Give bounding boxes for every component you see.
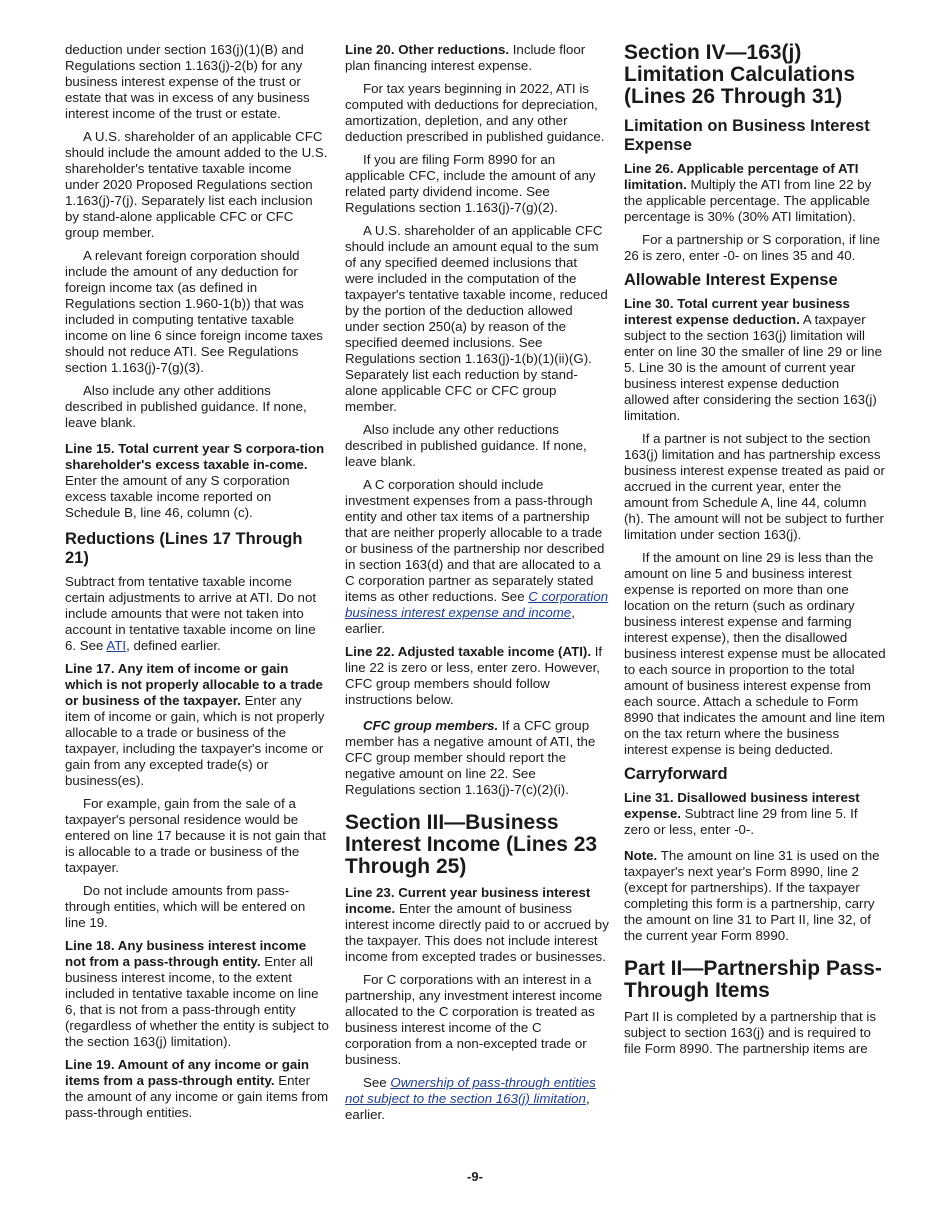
line-26-entry [624,161,886,225]
reductions-heading: Reductions (Lines 17 Through 21) [65,530,303,567]
line-31-text: Subtract line 29 from line 5. If zero or less, enter -0-. [624,806,858,837]
cfc-group-members-text: If a CFC group member has a negative amount of ATI, the CFC group member should report the negative amount on line 22. See Regulations section 1.163(j)-7(c)(2)(i). [345,718,596,797]
ati-link[interactable]: ATI [106,638,127,653]
line-15-text: Enter the amount of any S corporation excess taxable income reported on Schedule B, line 46, column (c). [65,473,290,520]
section-4-heading: Section IV—163(j) Limitation Calculations (Lines 26 Through 31) [624,41,856,108]
line-30-heading: Line 30. Total current year business interest expense deduction. [624,296,850,327]
line-22-heading: Line 22. Adjusted taxable income (ATI). [345,644,592,659]
line-26-heading: Line 26. Applicable percentage of ATI limitation. [624,161,859,192]
part-2-heading: Part II—Partnership Pass-Through Items [624,957,882,1002]
line-17-text: Enter any item of income or gain, which is not properly allocable to a trade or business of the taxpayer, including the taxpayer's income or gain from any excepted trade(s) or business(es). [65,693,325,788]
line-23-text: Enter the amount of business interest income directly paid to or accrued by the taxpayer. This does not include interest income from excepted trades or businesses. [345,901,609,964]
line-22-entry [345,644,609,708]
note-text: The amount on line 31 is used on the taxpayer's next year's Form 8990, line 2 (except for partnerships). If the taxpayer completing this form is a partnership, carry the amount on line 31 to Part II, line 32, of the current year Form 8990. [624,848,880,943]
paragraph: A relevant foreign corporation should include the amount of any deduction for foreign income tax (as defined in Regulations section 1.960-1(b)) that was included in computing tentative taxable income on line 6 since foreign income taxes should not reduce ATI. See Regulations section 1.163(j)-7(g)(3). [65,248,323,375]
paragraph-text: See [363,1075,391,1090]
part-2-text: Part II is completed by a partnership that is subject to section 163(j) and is required to file Form 8990. The partnership items are [624,1009,877,1056]
line-15-entry [65,441,329,521]
reductions-text-end: , defined earlier. [126,638,221,653]
line-31-heading: Line 31. Disallowed business interest expense. [624,790,860,821]
paragraph: If the amount on line 29 is less than the amount on line 5 and business interest expense is reported on more than one location on the return (such as ordinary business interest expense and farming interest expense), then the disallowed business interest expense must be allocated to each source in proportion to the total amount of business interest expense from each source. Attach a schedule to Form 8990 that indicates the amount and line item on the tax return where the business interest expense is being deducted. [624,550,886,757]
note-entry [624,848,886,944]
line-20-entry [345,42,609,74]
line-23-heading: Line 23. Current year business interest income. [345,885,591,916]
paragraph: For example, gain from the sale of a taxpayer's personal residence would be entered on line 17 because it is not gain that is allocable to a trade or business of the taxpayer. [65,796,326,875]
line-15-heading: Line 15. Total current year S corpora-tion shareholder's excess taxable in-come. [65,441,325,472]
paragraph-text-end: , earlier. [345,605,575,636]
paragraph: Also include any other reductions described in published guidance. If none, leave blank. [345,422,587,469]
line-17-heading: Line 17. Any item of income or gain which is not properly allocable to a trade or business of the taxpayer. [65,661,323,708]
line-30-text: A taxpayer subject to the section 163(j) limitation will enter on line 30 the smaller of line 29 or line 5. Line 30 is the amount of current year business interest expense deduction allowed after considering the section 163(j) limitation. [624,312,882,423]
line-23-entry [345,885,609,965]
line-22-text: If line 22 is zero or less, enter zero. However, CFC group members should follow instructions below. [345,644,603,707]
paragraph: Also include any other additions described in published guidance. If none, leave blank. [65,383,307,430]
reductions-text: Subtract from tentative taxable income certain adjustments to arrive at ATI. Do not include amounts that were not taken into account in tentative taxable income on line 6. See [65,574,317,653]
paragraph: deduction under section 163(j)(1)(B) and Regulations section 1.163(j)-2(b) for any business interest expense of the trust or estate that was in excess of any business interest income of the trust or estate. [65,42,310,121]
column-middle [345,42,609,1130]
paragraph: Do not include amounts from pass-through entities, which will be entered on line 19. [65,883,306,930]
line-19-entry [65,1057,329,1121]
carryforward-heading: Carryforward [624,765,728,783]
line-17-entry [65,661,329,789]
paragraph: A U.S. shareholder of an applicable CFC should include the amount added to the U.S. shareholder's tentative taxable income under 2020 Proposed Regulations section 1.163(j)-7(j). Separately list each inclusion by stand-alone applicable CFC or CFC group member. [65,129,328,240]
line-20-heading: Line 20. Other reductions. [345,42,510,57]
reductions-intro [65,574,329,654]
column-right [624,42,886,1064]
cfc-group-members-entry [345,718,609,798]
paragraph-text-end: , earlier. [345,1091,590,1122]
cfc-group-members-heading: CFC group members. [363,718,499,733]
ownership-link[interactable]: Ownership of pass-through entities not subject to the section 163(j) limitation [345,1075,596,1106]
page-number: -9- [467,1169,483,1184]
paragraph: For a partnership or S corporation, if line 26 is zero, enter -0- on lines 35 and 40. [624,232,880,263]
line-19-heading: Line 19. Amount of any income or gain items from a pass-through entity. [65,1057,310,1088]
line-31-entry [624,790,886,838]
line-20-text: Include floor plan financing interest expense. [345,42,586,73]
paragraph [345,477,609,637]
section-3-heading: Section III—Business Interest Income (Lines 23 Through 25) [345,811,598,878]
column-left [65,42,329,1128]
paragraph: For C corporations with an interest in a partnership, any investment interest income allocated to the C corporation is treated as business interest income of the C corporation from a non-excepted trade or business. [345,972,603,1067]
line-30-entry [624,296,886,424]
paragraph [345,1075,609,1123]
line-19-text: Enter the amount of any income or gain items from pass-through entities. [65,1073,329,1120]
paragraph: For tax years beginning in 2022, ATI is computed with deductions for depreciation, amortization, depletion, and any other deduction prescribed in published guidance. [345,81,605,144]
note-heading: Note. [624,848,658,863]
paragraph-text: A C corporation should include investment expenses from a pass-through entity and other tax items of a partnership that are neither properly allocable to a trade or business of the partnership nor described in section 163(d) and that are allocated to a C corporation partner as separately stated items as other reductions. See [345,477,605,604]
c-corporation-link[interactable]: C corporation business interest expense and income [345,589,609,620]
paragraph: If a partner is not subject to the section 163(j) limitation and has partnership excess business interest expense treated as paid or accrued in the current year, enter the amount from Schedule A, line 44, column (h). The amount will not be subject to further limitation under section 163(j). [624,431,885,542]
line-26-text: Multiply the ATI from line 22 by the applicable percentage. The applicable percentage is 30% (30% ATI limitation). [624,177,872,224]
line-18-heading: Line 18. Any business interest income not from a pass-through entity. [65,938,307,969]
allowable-interest-heading: Allowable Interest Expense [624,271,838,289]
paragraph: A U.S. shareholder of an applicable CFC should include an amount equal to the sum of any specified deemed inclusions that were included in the computation of the taxpayer's tentative taxable income, reduced by the portion of the deduction allowed under section 250(a) by reason of the specified deemed inclusions. See Regulations section 1.163(j)-1(b)(1)(ii)(G). Separately list each reduction by stand-alone applicable CFC or CFC group member. [345,223,608,414]
paragraph: If you are filing Form 8990 for an applicable CFC, include the amount of any related party dividend income. See Regulations section 1.163(j)-7(g)(2). [345,152,596,215]
line-18-text: Enter all business interest income, to the extent included in tentative taxable income on line 6, that is not from a pass-through entity (regardless of whether the entity is subject to the section 163(j) limitation). [65,954,329,1049]
line-18-entry [65,938,329,1050]
limitation-heading: Limitation on Business Interest Expense [624,117,870,154]
